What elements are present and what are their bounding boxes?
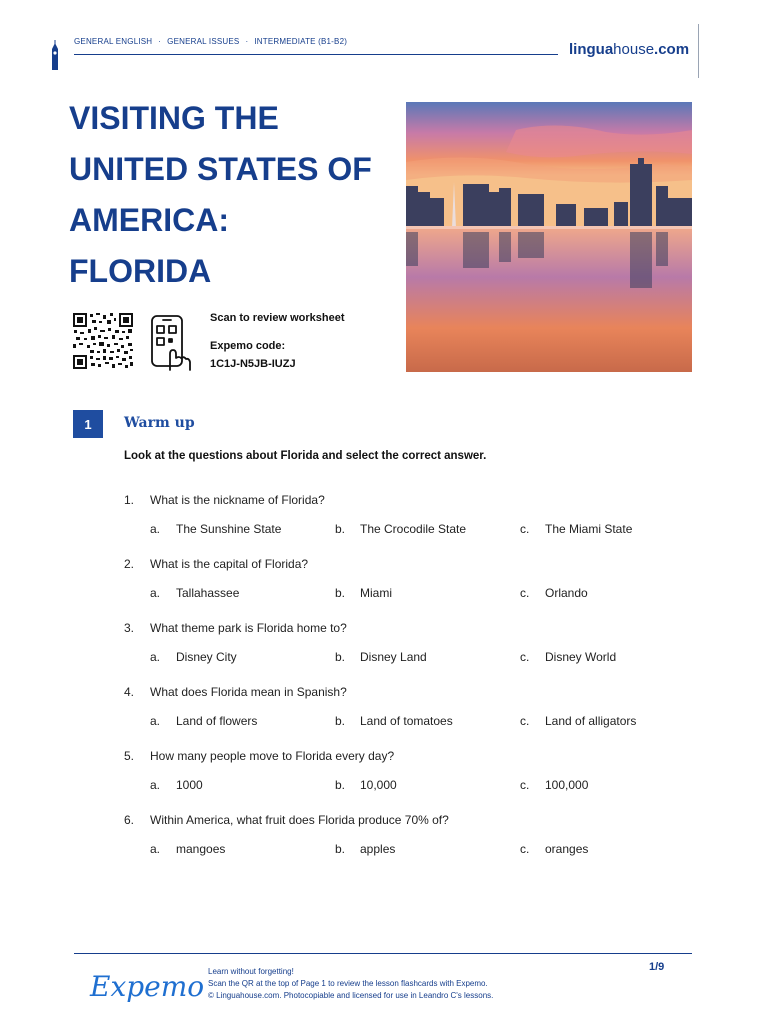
answer-option[interactable]: oranges — [545, 842, 589, 856]
answer-option[interactable]: Tallahassee — [176, 586, 240, 600]
question-text: Within America, what fruit does Florida produce 70% of? — [150, 813, 449, 827]
footer-instruction: Scan the QR at the top of Page 1 to review the lesson flashcards with Expemo. — [208, 979, 488, 988]
option-letter[interactable]: b. — [335, 714, 346, 728]
option-letter[interactable]: a. — [150, 714, 161, 728]
header-divider — [74, 54, 558, 55]
answer-option[interactable]: mangoes — [176, 842, 226, 856]
question-number: 3. — [124, 621, 135, 635]
question-item — [0, 685, 768, 745]
answer-option[interactable]: The Sunshine State — [176, 522, 282, 536]
option-letter[interactable]: a. — [150, 842, 161, 856]
question-number: 1. — [124, 493, 135, 507]
breadcrumb-item[interactable]: INTERMEDIATE (B1-B2) — [254, 37, 348, 46]
option-letter[interactable]: b. — [335, 842, 346, 856]
expemo-logo[interactable] — [88, 966, 205, 1010]
option-letter[interactable]: c. — [520, 586, 530, 600]
logo-part: .com — [654, 41, 690, 58]
linguahouse-logo[interactable] — [569, 41, 689, 58]
expemo-code-label: Expemo code: — [210, 340, 286, 352]
answer-option[interactable]: The Miami State — [545, 522, 633, 536]
instruction-text: Look at the questions about Florida and select the correct answer. — [124, 450, 487, 462]
footer-tagline: Learn without forgetting! — [208, 967, 294, 976]
breadcrumb — [74, 37, 347, 46]
answer-option[interactable]: 10,000 — [360, 778, 397, 792]
answer-option[interactable]: Land of tomatoes — [360, 714, 453, 728]
answer-option[interactable]: apples — [360, 842, 396, 856]
title-line: VISITING THE — [69, 100, 279, 136]
big-ben-icon — [50, 40, 60, 70]
option-letter[interactable]: a. — [150, 650, 161, 664]
orlando-skyline-photo — [406, 102, 692, 372]
question-number: 5. — [124, 749, 135, 763]
question-number: 4. — [124, 685, 135, 699]
breadcrumb-item[interactable]: GENERAL ISSUES — [167, 37, 240, 46]
section-number: 1 — [73, 410, 103, 438]
question-text: What theme park is Florida home to? — [150, 621, 347, 635]
option-letter[interactable]: b. — [335, 650, 346, 664]
footer-text — [208, 966, 493, 1002]
qr-code-icon[interactable] — [72, 312, 134, 370]
header-vertical-divider — [698, 24, 699, 78]
option-letter[interactable]: c. — [520, 778, 530, 792]
expemo-logo-text: Expemo — [90, 970, 205, 1003]
option-letter[interactable]: b. — [335, 586, 346, 600]
question-item — [0, 557, 768, 617]
page-number: 1/9 — [649, 961, 665, 973]
logo-part: house — [613, 41, 655, 58]
logo-part: lingua — [569, 41, 614, 58]
scan-label: Scan to review worksheet — [210, 312, 345, 324]
title-line: AMERICA: — [69, 202, 229, 238]
question-number: 2. — [124, 557, 135, 571]
title-line: UNITED STATES OF — [69, 151, 372, 187]
section-title: Warm up — [124, 415, 195, 431]
footer-divider — [74, 953, 692, 954]
option-letter[interactable]: c. — [520, 714, 530, 728]
answer-option[interactable]: Land of alligators — [545, 714, 637, 728]
expemo-code-value: 1C1J-N5JB-IUZJ — [210, 358, 296, 370]
answer-option[interactable]: 100,000 — [545, 778, 589, 792]
question-item — [0, 621, 768, 681]
breadcrumb-separator: · — [158, 37, 162, 46]
answer-option[interactable]: Disney Land — [360, 650, 427, 664]
option-letter[interactable]: a. — [150, 586, 161, 600]
question-item — [0, 813, 768, 873]
option-letter[interactable]: a. — [150, 522, 161, 536]
answer-option[interactable]: The Crocodile State — [360, 522, 467, 536]
option-letter[interactable]: a. — [150, 778, 161, 792]
question-text: What is the nickname of Florida? — [150, 493, 325, 507]
option-letter[interactable]: c. — [520, 522, 530, 536]
answer-option[interactable]: Miami — [360, 586, 392, 600]
answer-option[interactable]: Disney World — [545, 650, 617, 664]
question-text: What is the capital of Florida? — [150, 557, 309, 571]
answer-option[interactable]: 1000 — [176, 778, 203, 792]
question-text: How many people move to Florida every day? — [150, 749, 395, 763]
title-line: FLORIDA — [69, 253, 212, 289]
breadcrumb-item[interactable]: GENERAL ENGLISH — [74, 37, 153, 46]
answer-option[interactable]: Disney City — [176, 650, 237, 664]
question-text: What does Florida mean in Spanish? — [150, 685, 347, 699]
option-letter[interactable]: c. — [520, 842, 530, 856]
question-item — [0, 749, 768, 809]
option-letter[interactable]: b. — [335, 778, 346, 792]
breadcrumb-separator: · — [245, 37, 249, 46]
answer-option[interactable]: Orlando — [545, 586, 588, 600]
option-letter[interactable]: c. — [520, 650, 530, 664]
option-letter[interactable]: b. — [335, 522, 346, 536]
question-item — [0, 493, 768, 553]
page-title — [69, 93, 399, 297]
question-number: 6. — [124, 813, 135, 827]
footer-copyright: © Linguahouse.com. Photocopiable and licensed for use in Leandro C's lessons. — [208, 991, 494, 1000]
answer-option[interactable]: Land of flowers — [176, 714, 258, 728]
phone-scan-icon — [150, 314, 192, 372]
